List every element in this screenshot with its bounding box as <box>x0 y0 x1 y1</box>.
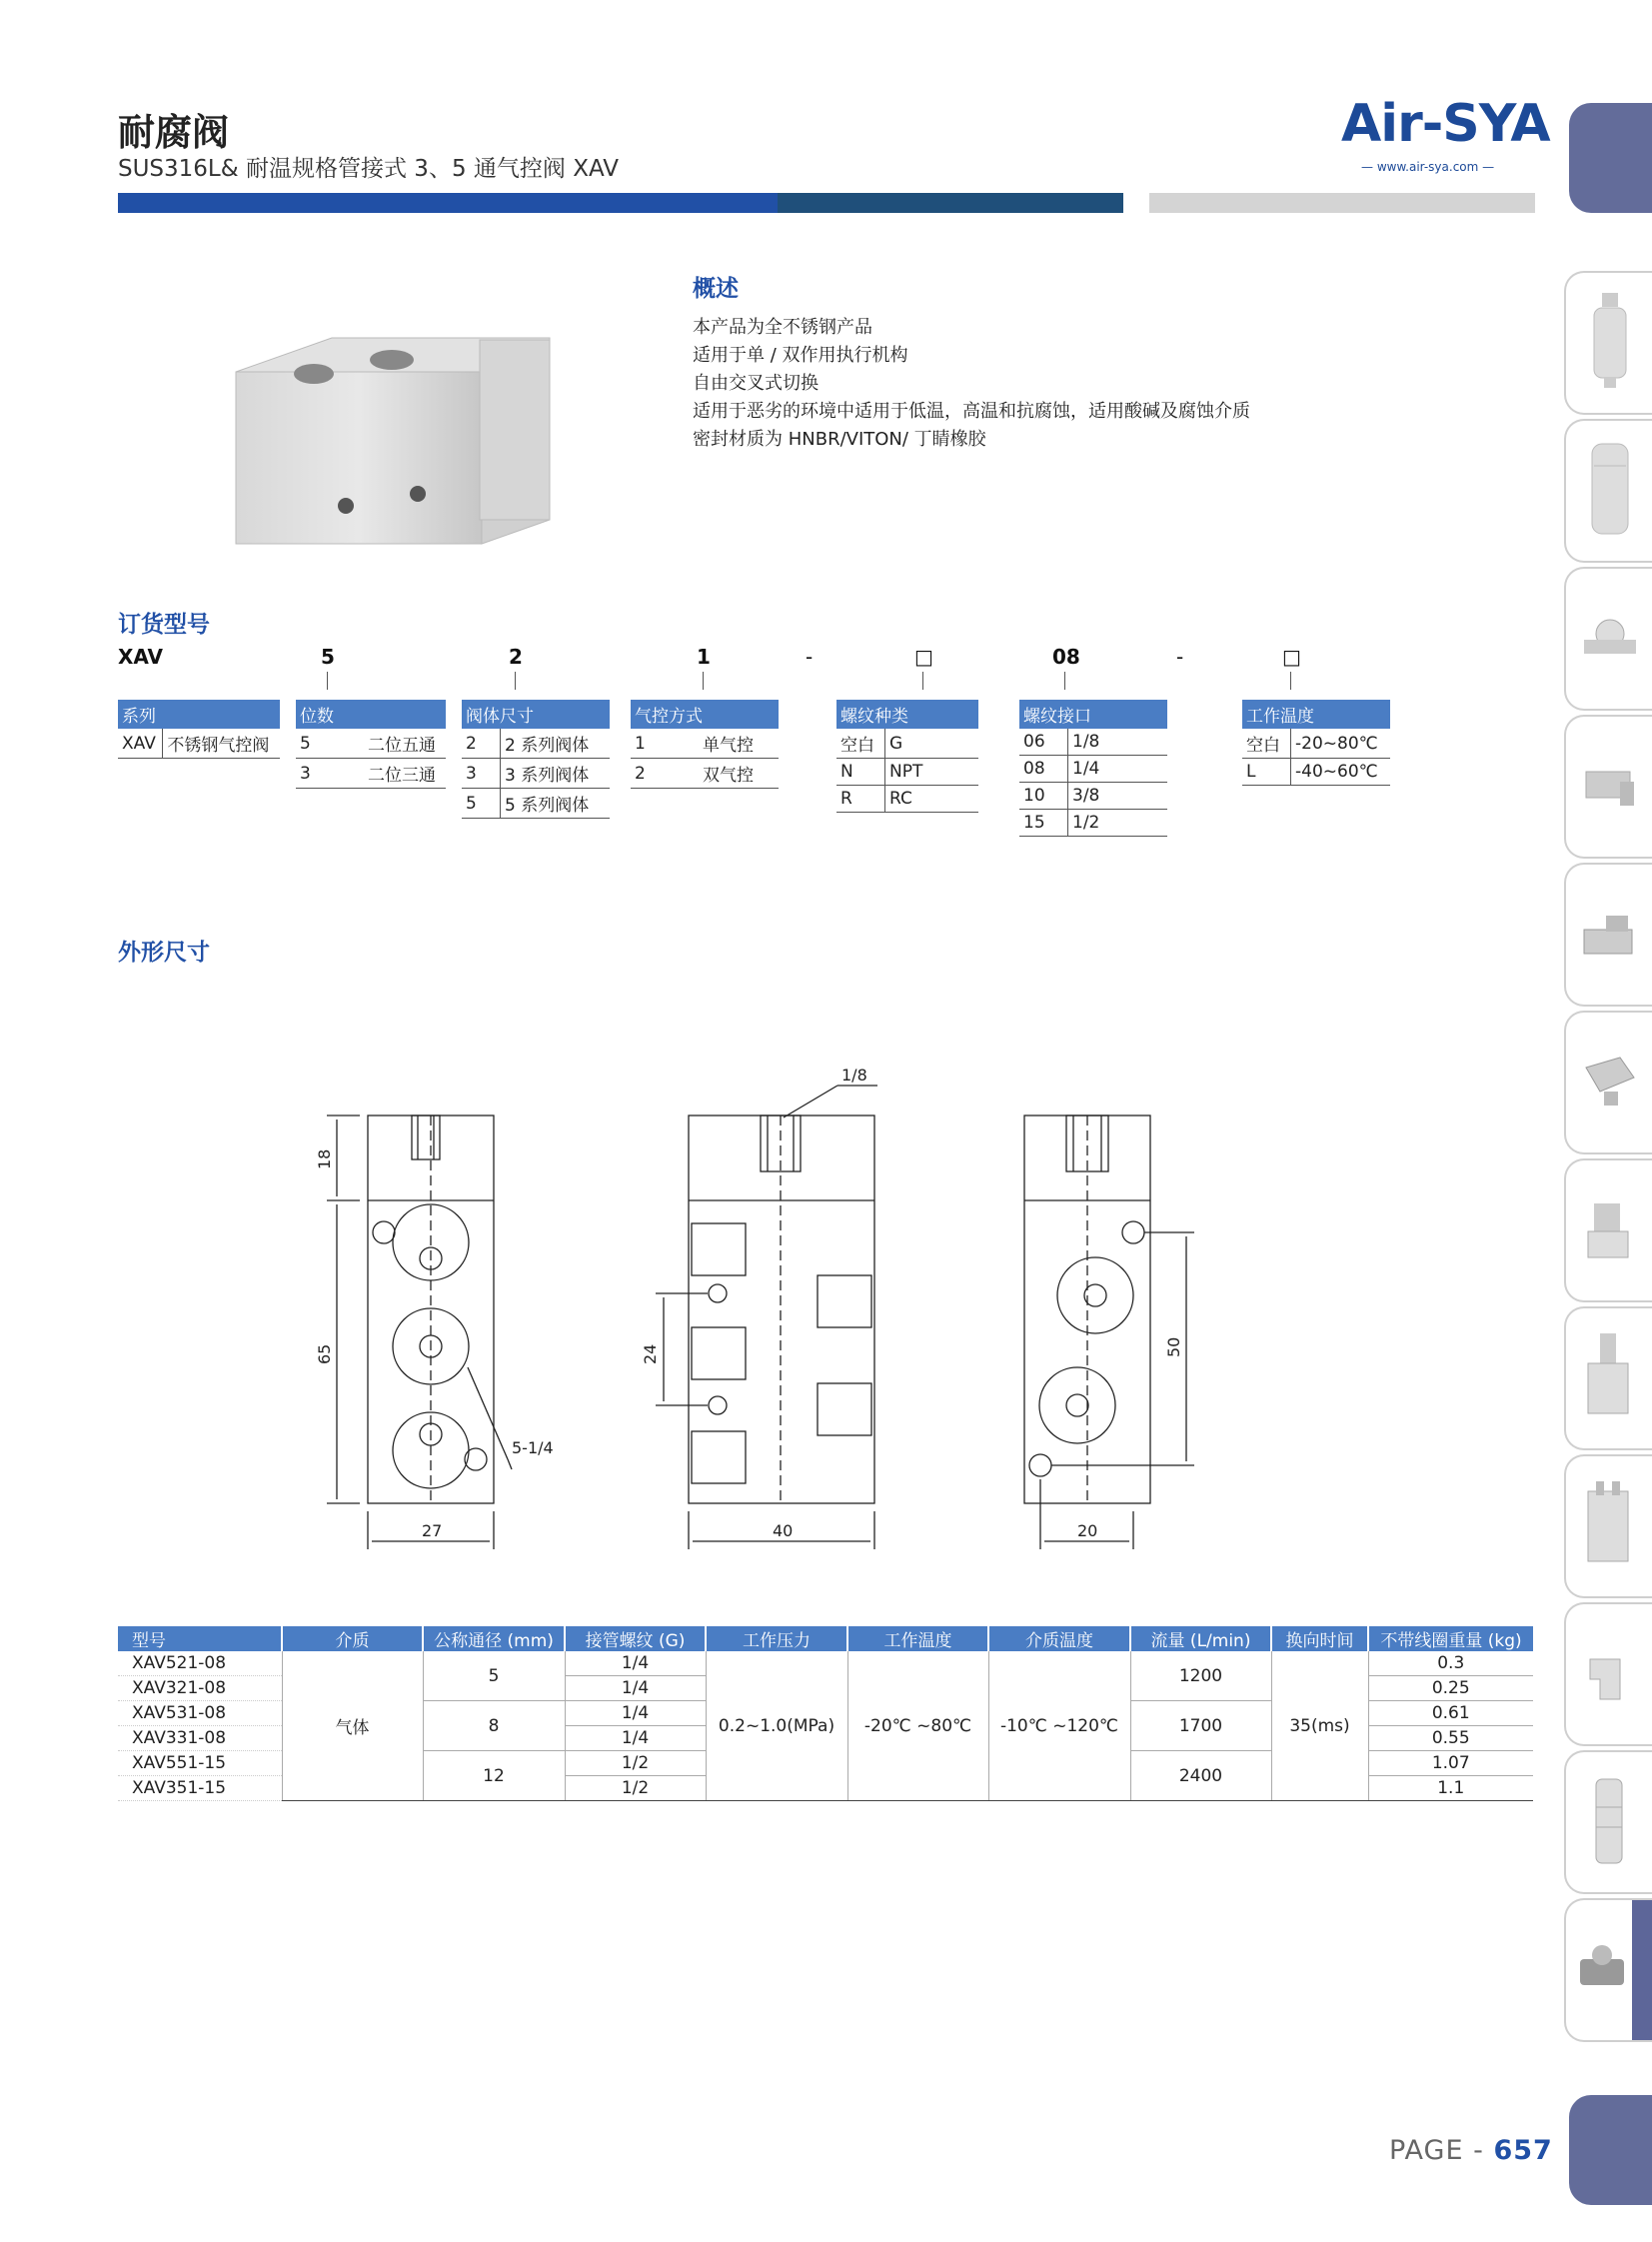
category-tab-bracket[interactable] <box>1564 1454 1652 1598</box>
spec-header: 型号 <box>118 1626 282 1651</box>
weight-cell: 0.3 <box>1368 1651 1533 1676</box>
bore-cell: 8 <box>423 1701 565 1751</box>
overview-heading: 概述 <box>693 276 739 302</box>
table-cell: -40~60℃ <box>1291 759 1391 786</box>
ordering-heading: 订货型号 <box>118 612 210 638</box>
code-tick <box>1290 672 1291 690</box>
code-dash: - <box>806 645 814 669</box>
table-cell: 1/8 <box>1068 729 1168 756</box>
temp-table <box>1242 700 1390 786</box>
product-photo <box>232 320 552 550</box>
model-cell: XAV331-08 <box>118 1726 282 1751</box>
weight-cell: 1.07 <box>1368 1751 1533 1776</box>
brand-url: — www.air-sya.com — <box>1361 160 1495 174</box>
work-temp-cell: -20℃ ~80℃ <box>847 1651 988 1801</box>
table-header: 系列 <box>118 700 280 729</box>
table-cell: 3 系列阀体 <box>501 759 611 789</box>
weight-cell: 1.1 <box>1368 1776 1533 1801</box>
control-table <box>631 700 779 789</box>
table-cell: RC <box>885 786 979 813</box>
code-body: 2 <box>509 645 523 669</box>
code-thread-type: □ <box>914 645 933 669</box>
category-tab-manifold[interactable] <box>1564 1306 1652 1450</box>
category-tab-cylinder[interactable] <box>1564 863 1652 1007</box>
cylinder-icon <box>1580 880 1640 990</box>
thread-cell: 1/4 <box>565 1676 706 1701</box>
code-tick <box>703 672 704 690</box>
overview-line: 适用于单 / 双作用执行机构 <box>693 345 908 366</box>
dim-65: 65 <box>315 1343 334 1364</box>
category-tab-silencer[interactable] <box>1564 1750 1652 1894</box>
table-cell: 3 <box>462 759 501 789</box>
code-tick <box>327 672 328 690</box>
category-tab-anticorrosion[interactable] <box>1564 1898 1652 2042</box>
dim-50: 50 <box>1164 1336 1183 1357</box>
code-tick <box>922 672 923 690</box>
table-cell: N <box>836 759 885 786</box>
thread-cell: 1/4 <box>565 1726 706 1751</box>
dim-pilot: 1/8 <box>841 1066 867 1085</box>
table-cell: 3/8 <box>1068 783 1168 810</box>
model-cell: XAV551-15 <box>118 1751 282 1776</box>
table-cell: NPT <box>885 759 979 786</box>
table-cell: 3 <box>296 759 364 789</box>
medium-cell: 气体 <box>282 1651 423 1801</box>
overview-line: 自由交叉式切换 <box>693 373 819 394</box>
dim-20: 20 <box>1077 1521 1098 1540</box>
model-cell: XAV321-08 <box>118 1676 282 1701</box>
dim-40: 40 <box>773 1521 794 1540</box>
overview-line: 密封材质为 HNBR/VITON/ 丁睛橡胶 <box>693 429 986 450</box>
code-control: 1 <box>697 645 711 669</box>
table-row <box>118 1651 1533 1676</box>
thread-cell: 1/2 <box>565 1751 706 1776</box>
dim-24: 24 <box>641 1343 660 1364</box>
category-tab-valve[interactable] <box>1564 715 1652 859</box>
table-cell: 5 <box>462 789 501 819</box>
header-bar-dark <box>778 193 1123 213</box>
thread-cell: 1/2 <box>565 1776 706 1801</box>
overview-text <box>693 314 1250 454</box>
table-cell: 单气控 <box>699 729 779 759</box>
table-cell: 08 <box>1019 756 1068 783</box>
overview-line: 适用于恶劣的环境中适用于低温，高温和抗腐蚀，适用酸碱及腐蚀介质 <box>693 401 1250 422</box>
table-header: 位数 <box>296 700 446 729</box>
spec-header-row <box>118 1626 1533 1651</box>
switch-time-cell: 35(ms) <box>1271 1651 1368 1801</box>
flow-cell: 1200 <box>1130 1651 1271 1701</box>
table-cell: 06 <box>1019 729 1068 756</box>
table-cell: 2 系列阀体 <box>501 729 611 759</box>
bore-cell: 5 <box>423 1651 565 1701</box>
model-cell: XAV351-15 <box>118 1776 282 1801</box>
pressure-cell: 0.2~1.0(MPa) <box>706 1651 847 1801</box>
weight-cell: 0.25 <box>1368 1676 1533 1701</box>
overview-line: 本产品为全不锈钢产品 <box>693 317 872 338</box>
spec-header: 介质温度 <box>988 1626 1130 1651</box>
dimension-drawing <box>300 1050 1219 1559</box>
spec-table <box>118 1626 1533 1801</box>
brand-logo: Air-SYA <box>1341 94 1550 154</box>
code-tick <box>515 672 516 690</box>
table-cell: XAV <box>118 729 163 759</box>
category-tab-fitting[interactable] <box>1564 1602 1652 1746</box>
code-dash: - <box>1176 645 1184 669</box>
category-tab-solenoid[interactable] <box>1564 1158 1652 1302</box>
thread-cell: 1/4 <box>565 1701 706 1726</box>
table-cell: 二位三通 <box>364 759 446 789</box>
code-thread-port: 08 <box>1052 645 1080 669</box>
positions-table <box>296 700 446 789</box>
category-tab-lubricator[interactable] <box>1564 419 1652 563</box>
table-cell: 5 系列阀体 <box>501 789 611 819</box>
end-view <box>1024 1116 1194 1549</box>
table-cell: 1/2 <box>1068 810 1168 837</box>
anticorrosion-valve-icon <box>1574 1915 1634 2025</box>
page-subtitle: SUS316L& 耐温规格管接式 3、5 通气控阀 XAV <box>118 156 619 182</box>
table-cell: 10 <box>1019 783 1068 810</box>
flow-cell: 1700 <box>1130 1701 1271 1751</box>
table-cell: 2 <box>462 729 501 759</box>
code-tick <box>1064 672 1065 690</box>
spec-header: 公称通径 (mm) <box>423 1626 565 1651</box>
dim-port: 5-1/4 <box>512 1438 554 1457</box>
table-cell: 2 <box>631 759 699 789</box>
solenoid-icon <box>1580 1175 1640 1285</box>
page-number-value: 657 <box>1493 2135 1553 2166</box>
table-cell: 1/4 <box>1068 756 1168 783</box>
dimensions-heading: 外形尺寸 <box>118 940 210 966</box>
category-tab-gauge[interactable] <box>1564 567 1652 711</box>
bottom-tab <box>1569 2095 1652 2205</box>
manifold-icon <box>1580 1323 1640 1433</box>
category-tab-actuator[interactable] <box>1564 1011 1652 1154</box>
thread-port-table <box>1019 700 1167 837</box>
spec-header: 流量 (L/min) <box>1130 1626 1271 1651</box>
top-tab <box>1569 103 1652 213</box>
flow-cell: 2400 <box>1130 1751 1271 1801</box>
header-bar <box>118 193 778 213</box>
fitting-icon <box>1580 1619 1640 1729</box>
dim-18: 18 <box>315 1148 334 1169</box>
spec-header: 不带线圈重量 (kg) <box>1368 1626 1533 1651</box>
front-view <box>327 1116 512 1549</box>
table-header: 螺纹接口 <box>1019 700 1167 729</box>
table-header: 气控方式 <box>631 700 779 729</box>
model-cell: XAV531-08 <box>118 1701 282 1726</box>
category-tab-filter[interactable] <box>1564 271 1652 415</box>
table-header: 螺纹种类 <box>836 700 978 729</box>
gauge-icon <box>1580 584 1640 694</box>
table-cell: 5 <box>296 729 364 759</box>
table-cell: 空白 <box>836 729 885 759</box>
table-cell: 不锈钢气控阀 <box>163 729 280 759</box>
code-temp: □ <box>1282 645 1301 669</box>
table-header: 工作温度 <box>1242 700 1390 729</box>
table-cell: 双气控 <box>699 759 779 789</box>
filter-icon <box>1580 288 1640 398</box>
silencer-icon <box>1580 1767 1640 1877</box>
table-cell: 1 <box>631 729 699 759</box>
side-view <box>656 1086 877 1549</box>
header-bar-grey <box>1149 193 1535 213</box>
model-cell: XAV521-08 <box>118 1651 282 1676</box>
table-cell: L <box>1242 759 1291 786</box>
page-number <box>1389 2135 1553 2166</box>
valve-icon <box>1580 732 1640 842</box>
table-cell: 15 <box>1019 810 1068 837</box>
code-positions: 5 <box>321 645 335 669</box>
media-temp-cell: -10℃ ~120℃ <box>988 1651 1130 1801</box>
table-cell: 空白 <box>1242 729 1291 759</box>
spec-header: 工作温度 <box>847 1626 988 1651</box>
code-series: XAV <box>118 645 164 669</box>
lubricator-icon <box>1580 436 1640 546</box>
series-table <box>118 700 280 759</box>
weight-cell: 0.61 <box>1368 1701 1533 1726</box>
table-cell: G <box>885 729 979 759</box>
actuator-icon <box>1580 1028 1640 1137</box>
dim-27: 27 <box>422 1521 443 1540</box>
table-cell: R <box>836 786 885 813</box>
table-cell: 二位五通 <box>364 729 446 759</box>
page-label: PAGE - <box>1389 2135 1484 2166</box>
bore-cell: 12 <box>423 1751 565 1801</box>
spec-header: 换向时间 <box>1271 1626 1368 1651</box>
weight-cell: 0.55 <box>1368 1726 1533 1751</box>
table-cell: -20~80℃ <box>1291 729 1391 759</box>
thread-cell: 1/4 <box>565 1651 706 1676</box>
page-title: 耐腐阀 <box>118 111 229 154</box>
bracket-icon <box>1580 1471 1640 1581</box>
spec-header: 工作压力 <box>706 1626 847 1651</box>
thread-type-table <box>836 700 978 813</box>
spec-header: 接管螺纹 (G) <box>565 1626 706 1651</box>
spec-header: 介质 <box>282 1626 423 1651</box>
table-header: 阀体尺寸 <box>462 700 610 729</box>
body-size-table <box>462 700 610 819</box>
